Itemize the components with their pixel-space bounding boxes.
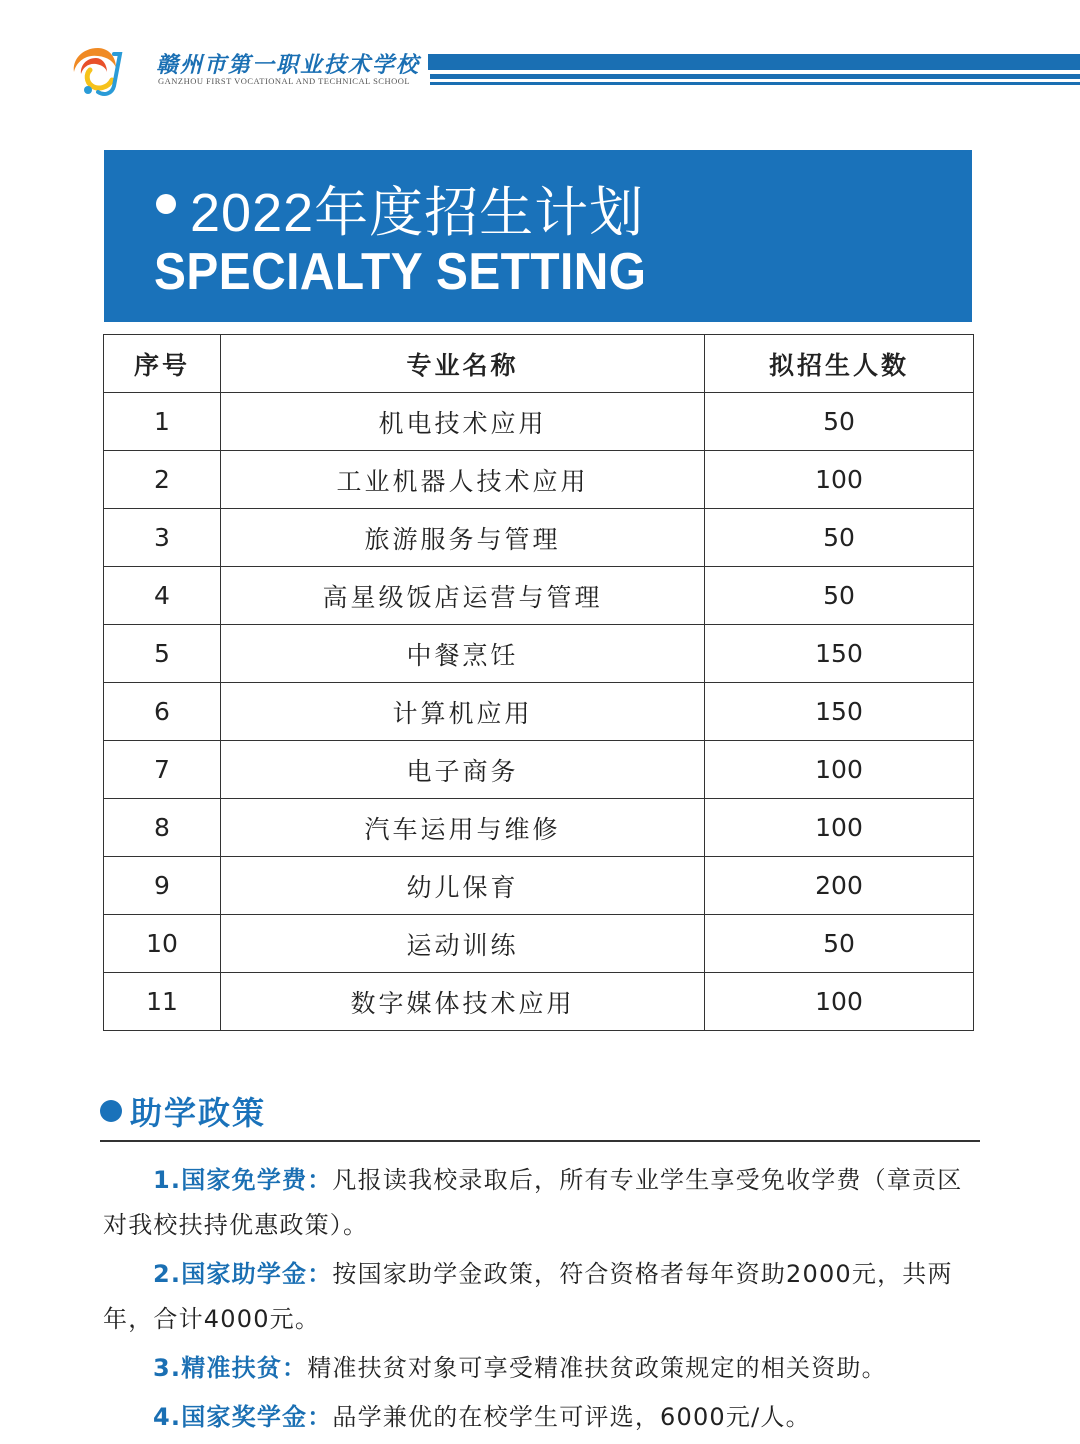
cell-major: 幼儿保育 — [221, 857, 705, 915]
school-name-en: GANZHOU FIRST VOCATIONAL AND TECHNICAL SCHOOL — [158, 76, 411, 86]
page-title: 2022年度招生计划 — [190, 183, 645, 243]
cell-no: 8 — [104, 799, 221, 857]
bullet-dot-icon — [100, 1100, 122, 1122]
policy-item-label: 4.国家奖学金： — [153, 1403, 333, 1431]
policy-item-text: 凡报读我校录取后，所有专业学生享受免收学费（章贡区对我校扶持优惠政策）。 — [103, 1166, 963, 1239]
cell-no: 10 — [104, 915, 221, 973]
policy-item — [103, 1158, 983, 1248]
cell-quota: 50 — [705, 567, 974, 625]
cell-major: 工业机器人技术应用 — [221, 451, 705, 509]
cell-major: 高星级饭店运营与管理 — [221, 567, 705, 625]
column-header-quota: 拟招生人数 — [705, 335, 974, 393]
cell-major: 数字媒体技术应用 — [221, 973, 705, 1031]
policy-heading — [100, 1088, 266, 1134]
cell-no: 4 — [104, 567, 221, 625]
table-row — [104, 567, 974, 625]
table-row — [104, 741, 974, 799]
policy-item-text: 按国家助学金政策，符合资格者每年资助2000元，共两年，合计4000元。 — [103, 1260, 953, 1333]
policy-item-text: 品学兼优的在校学生可评选，6000元/人。 — [332, 1403, 811, 1431]
cell-quota: 100 — [705, 799, 974, 857]
policy-item-text: 精准扶贫对象可享受精准扶贫政策规定的相关资助。 — [307, 1354, 887, 1382]
table-row — [104, 857, 974, 915]
cell-no: 5 — [104, 625, 221, 683]
column-header-major: 专业名称 — [221, 335, 705, 393]
table-header-row — [104, 335, 974, 393]
cell-major: 中餐烹饪 — [221, 625, 705, 683]
school-logo-icon — [68, 40, 128, 98]
cell-no: 11 — [104, 973, 221, 1031]
policy-item — [103, 1346, 983, 1391]
cell-no: 9 — [104, 857, 221, 915]
policy-list — [103, 1158, 983, 1444]
cell-major: 旅游服务与管理 — [221, 509, 705, 567]
cell-major: 机电技术应用 — [221, 393, 705, 451]
cell-no: 3 — [104, 509, 221, 567]
cell-no: 7 — [104, 741, 221, 799]
policy-item-label: 3.精准扶贫： — [153, 1354, 308, 1382]
table-row — [104, 683, 974, 741]
enrollment-plan-table — [103, 334, 974, 1031]
header-stripes — [428, 54, 1080, 85]
cell-major: 运动训练 — [221, 915, 705, 973]
table-row — [104, 451, 974, 509]
cell-quota: 50 — [705, 509, 974, 567]
cell-quota: 100 — [705, 973, 974, 1031]
cell-quota: 100 — [705, 451, 974, 509]
school-name-cn: 赣州市第一职业技术学校 — [156, 52, 421, 78]
table-row — [104, 799, 974, 857]
policy-item-label: 1.国家免学费： — [153, 1166, 333, 1194]
policy-item-label: 2.国家助学金： — [153, 1260, 333, 1288]
cell-quota: 50 — [705, 393, 974, 451]
divider — [100, 1140, 980, 1142]
policy-title: 助学政策 — [130, 1094, 267, 1132]
cell-no: 2 — [104, 451, 221, 509]
title-banner — [104, 150, 972, 322]
cell-no: 6 — [104, 683, 221, 741]
column-header-no: 序号 — [104, 335, 221, 393]
cell-quota: 50 — [705, 915, 974, 973]
cell-quota: 200 — [705, 857, 974, 915]
policy-item — [103, 1252, 983, 1342]
cell-quota: 150 — [705, 625, 974, 683]
table-row — [104, 509, 974, 567]
cell-major: 汽车运用与维修 — [221, 799, 705, 857]
cell-no: 1 — [104, 393, 221, 451]
table-row — [104, 915, 974, 973]
table-row — [104, 393, 974, 451]
table-row — [104, 973, 974, 1031]
table-row — [104, 625, 974, 683]
cell-major: 计算机应用 — [221, 683, 705, 741]
cell-major: 电子商务 — [221, 741, 705, 799]
policy-item — [103, 1395, 983, 1440]
cell-quota: 150 — [705, 683, 974, 741]
cell-quota: 100 — [705, 741, 974, 799]
bullet-dot-icon — [156, 194, 176, 214]
page-subtitle: SPECIALTY SETTING — [154, 243, 647, 301]
